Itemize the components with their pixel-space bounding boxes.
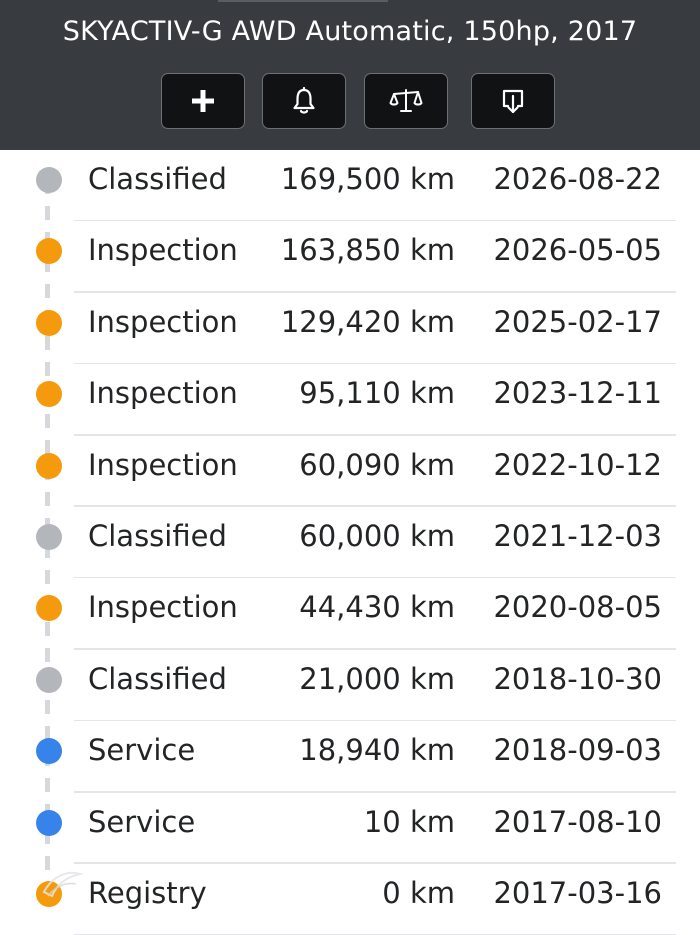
status-dot-classified <box>36 167 62 193</box>
history-row[interactable] <box>0 436 700 507</box>
status-dot-classified <box>36 524 62 550</box>
download-icon <box>499 86 527 116</box>
history-row[interactable] <box>0 364 700 435</box>
record-date: 2021-12-03 <box>493 519 662 553</box>
record-type: Inspection <box>88 447 238 482</box>
header-accent-line <box>218 0 388 2</box>
record-date: 2018-10-30 <box>493 661 662 696</box>
history-row[interactable] <box>0 578 700 649</box>
record-mileage: 10 km <box>363 804 455 839</box>
add-record-button[interactable] <box>161 73 245 129</box>
bell-icon <box>289 86 319 116</box>
record-type: Service <box>88 733 196 768</box>
record-type: Inspection <box>88 376 238 411</box>
record-date: 2022-10-12 <box>493 447 662 482</box>
notifications-button[interactable] <box>262 73 346 129</box>
record-mileage: 169,500 km <box>280 162 455 196</box>
status-dot-inspection <box>36 381 62 407</box>
page-title: SKYACTIV-G AWD Automatic, 150hp, 2017 <box>62 16 638 47</box>
history-row[interactable] <box>0 150 700 221</box>
history-row[interactable] <box>0 650 700 721</box>
record-mileage: 129,420 km <box>280 304 455 339</box>
record-mileage: 60,000 km <box>299 519 455 553</box>
record-date: 2020-08-05 <box>493 590 662 625</box>
record-mileage: 21,000 km <box>299 661 455 696</box>
record-date: 2018-09-03 <box>493 733 662 768</box>
record-type: Classified <box>88 661 227 696</box>
status-dot-inspection <box>36 238 62 264</box>
history-row[interactable] <box>0 721 700 792</box>
record-mileage: 44,430 km <box>299 590 455 625</box>
status-dot-inspection <box>36 453 62 479</box>
status-dot-inspection <box>36 310 62 336</box>
compare-button[interactable] <box>364 73 448 129</box>
history-row[interactable] <box>0 221 700 292</box>
record-mileage: 60,090 km <box>299 447 455 482</box>
record-date: 2026-08-22 <box>493 162 662 196</box>
record-type: Inspection <box>88 590 238 625</box>
history-row[interactable] <box>0 293 700 364</box>
header-bar <box>0 0 700 150</box>
record-date: 2025-02-17 <box>493 304 662 339</box>
history-row[interactable] <box>0 864 700 935</box>
record-mileage: 95,110 km <box>299 376 455 411</box>
status-dot-inspection <box>36 595 62 621</box>
scales-icon <box>389 86 423 116</box>
record-mileage: 0 km <box>382 876 455 910</box>
record-date: 2026-05-05 <box>493 233 662 268</box>
record-date: 2023-12-11 <box>493 376 662 411</box>
record-type: Registry <box>88 876 207 910</box>
watermark-logo <box>38 862 84 902</box>
status-dot-service <box>36 810 62 836</box>
record-date: 2017-08-10 <box>493 804 662 839</box>
history-row[interactable] <box>0 507 700 578</box>
record-type: Inspection <box>88 304 238 339</box>
record-type: Classified <box>88 519 227 553</box>
record-date: 2017-03-16 <box>493 876 662 910</box>
status-dot-service <box>36 738 62 764</box>
history-row[interactable] <box>0 793 700 864</box>
record-type: Inspection <box>88 233 238 268</box>
plus-icon <box>190 88 216 114</box>
record-type: Service <box>88 804 196 839</box>
record-mileage: 18,940 km <box>299 733 455 768</box>
record-type: Classified <box>88 162 227 196</box>
download-button[interactable] <box>471 73 555 129</box>
record-mileage: 163,850 km <box>280 233 455 268</box>
status-dot-classified <box>36 667 62 693</box>
